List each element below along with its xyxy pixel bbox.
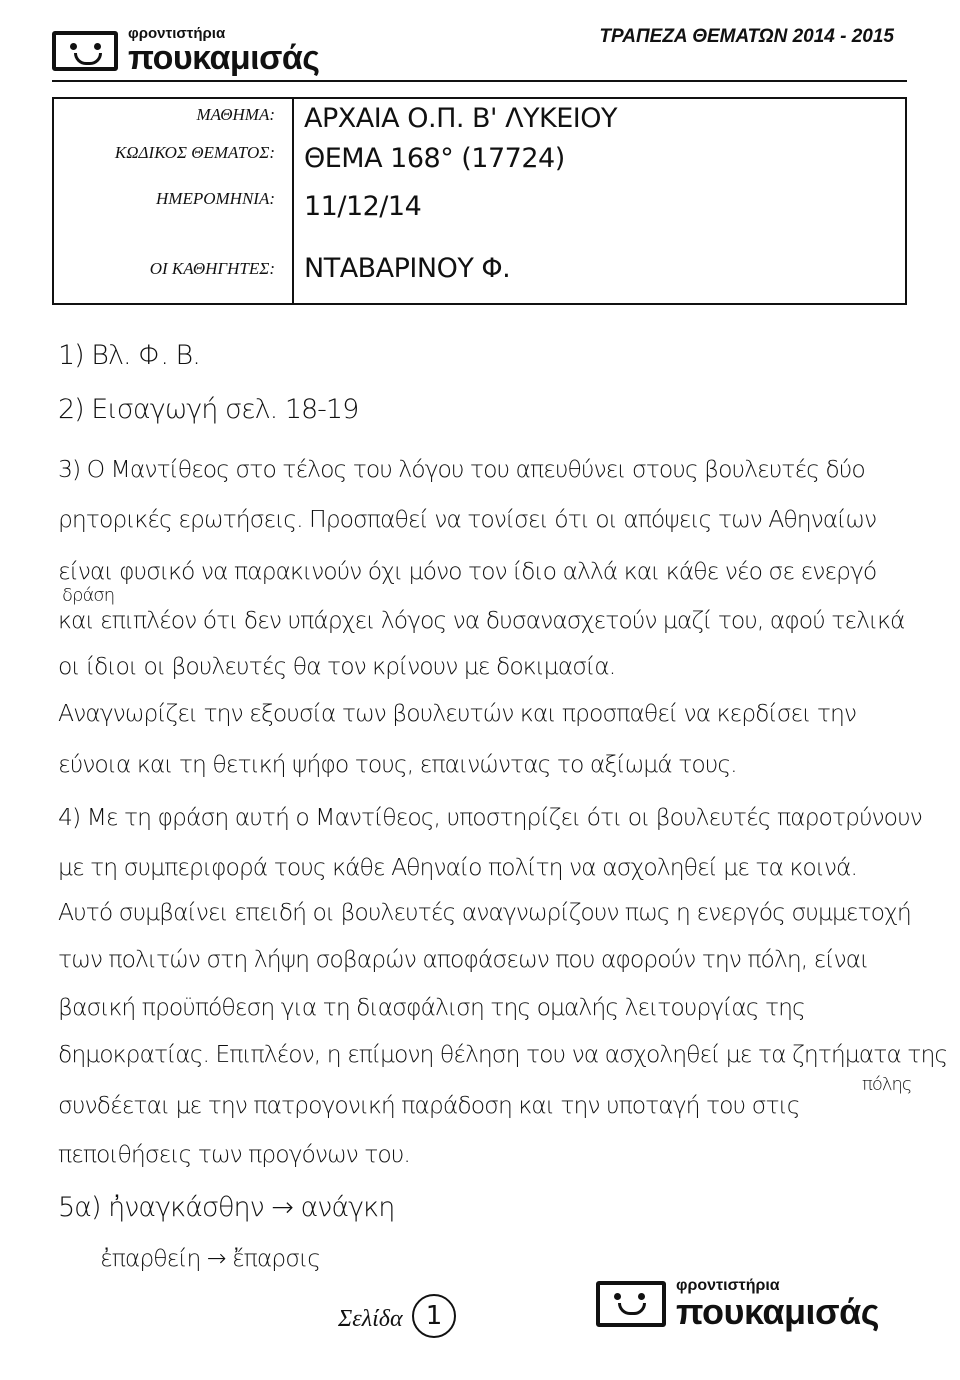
answer-4-line-4: των πολιτών στη λήψη σοβαρών αποφάσεων που αφορούν την πόλη, είναι bbox=[58, 945, 869, 973]
logo-big-text: πουκαμισάς bbox=[676, 1291, 880, 1332]
logo-small-text: φροντιστήρια bbox=[128, 25, 226, 42]
answer-3-line-2: ρητορικές ερωτήσεις. Προσπαθεί να τονίσει ότι οι απόψεις των Αθηναίων bbox=[58, 505, 877, 533]
code-value: ΘΕΜΑ 168° (17724) bbox=[304, 143, 565, 174]
subject-label: ΜΑΘΗΜΑ: bbox=[196, 105, 275, 124]
logo-face-icon bbox=[596, 1281, 666, 1327]
answer-5-line-1: 5α) ἠναγκάσθην → ανάγκη bbox=[58, 1192, 395, 1223]
brand-logo-footer bbox=[596, 1278, 879, 1330]
page-number: 1 bbox=[412, 1294, 456, 1338]
document-title: ΤΡΑΠΕΖΑ ΘΕΜΑΤΩΝ 2014 - 2015 bbox=[599, 26, 894, 47]
info-table bbox=[52, 97, 907, 305]
answer-3-insertion: δράση bbox=[62, 585, 115, 606]
answer-1: 1) Βλ. Φ. Β. bbox=[58, 340, 200, 371]
answer-4-insertion: πόλης bbox=[862, 1074, 912, 1095]
code-label: ΚΩΔΙΚΟΣ ΘΕΜΑΤΟΣ: bbox=[114, 143, 275, 162]
answer-3-line-6: Αναγνωρίζει την εξουσία των βουλευτών και προσπαθεί να κερδίσει την bbox=[58, 699, 856, 727]
answer-4-line-7: συνδέεται με την πατρογονική παράδοση και την υποταγή του στις bbox=[58, 1091, 800, 1119]
subject-value: ΑΡΧΑΙΑ Ο.Π. Β' ΛΥΚΕΙΟΥ bbox=[304, 103, 617, 134]
teachers-label: ΟΙ ΚΑΘΗΓΗΤΕΣ: bbox=[149, 259, 275, 278]
answer-4-line-8: πεποιθήσεις των προγόνων του. bbox=[58, 1140, 410, 1168]
answer-3-line-1: 3) Ο Μαντίθεος στο τέλος του λόγου του απευθύνει στους βουλευτές δύο bbox=[58, 455, 865, 483]
date-label: ΗΜΕΡΟΜΗΝΙΑ: bbox=[156, 189, 275, 208]
header-divider bbox=[52, 80, 907, 82]
teachers-value: ΝΤΑΒΑΡΙΝΟΥ Φ. bbox=[304, 253, 511, 284]
answer-4-line-2: με τη συμπεριφορά τους κάθε Αθηναίο πολίτη να ασχοληθεί με τα κοινά. bbox=[58, 853, 857, 881]
answer-5-line-2: ἐπαρθείη → ἔπαρσις bbox=[100, 1244, 321, 1272]
answer-3-line-4: και επιπλέον ότι δεν υπάρχει λόγος να δυσανασχετούν μαζί του, αφού τελικά bbox=[58, 606, 905, 634]
answer-4-line-5: βασική προϋπόθεση για τη διασφάλιση της ομαλής λειτουργίας της bbox=[58, 993, 805, 1021]
answer-4-line-6: δημοκρατίας. Επιπλέον, η επίμονη θέληση του να ασχοληθεί με τα ζητήματα της bbox=[58, 1040, 948, 1068]
logo-small-text: φροντιστήρια bbox=[676, 1277, 780, 1294]
answer-4-line-3: Αυτό συμβαίνει επειδή οι βουλευτές αναγνωρίζουν πως η ενεργός συμμετοχή bbox=[58, 898, 911, 926]
brand-logo bbox=[52, 26, 319, 75]
date-value: 11/12/14 bbox=[304, 191, 422, 222]
info-table-divider bbox=[292, 99, 294, 303]
answer-3-line-5: οι ίδιοι οι βουλευτές θα τον κρίνουν με δοκιμασία. bbox=[58, 652, 616, 680]
answer-4-line-1: 4) Με τη φράση αυτή ο Μαντίθεος, υποστηρίζει ότι οι βουλευτές παροτρύνουν bbox=[58, 803, 922, 831]
answer-2: 2) Εισαγωγή σελ. 18-19 bbox=[58, 394, 359, 425]
answer-3-line-3: είναι φυσικό να παρακινούν όχι μόνο τον ίδιο αλλά και κάθε νέο σε ενεργό bbox=[58, 557, 877, 585]
page-label: Σελίδα bbox=[338, 1306, 403, 1332]
answer-3-line-7: εύνοια και τη θετική ψήφο τους, επαινώντας το αξίωμά τους. bbox=[58, 750, 737, 778]
logo-face-icon bbox=[52, 31, 118, 71]
logo-big-text: πουκαμισάς bbox=[128, 39, 320, 77]
